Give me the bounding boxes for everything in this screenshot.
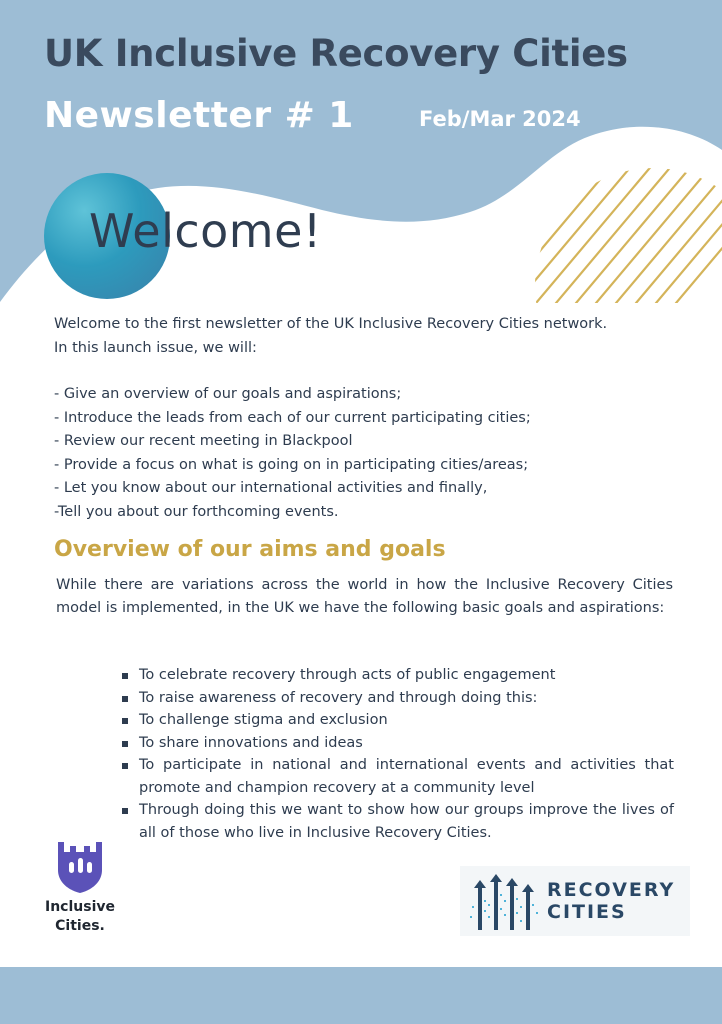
city-skyline-icon (464, 870, 544, 932)
bullet-square-icon (122, 808, 128, 814)
intro-list (54, 383, 684, 524)
goal-item (122, 754, 674, 799)
overview-body: While there are variations across the world in how the Inclusive Recovery Cities model is implemented, in the UK we have the following basic goals and aspirations: (56, 577, 673, 616)
shield-icon (54, 840, 106, 894)
intro-line: In this launch issue, we will: (54, 339, 257, 356)
intro-section (54, 313, 684, 524)
bullet-square-icon (122, 718, 128, 724)
logo-text-line: CITIES (547, 901, 627, 923)
bullet-square-icon (122, 696, 128, 702)
intro-line: Welcome to the first newsletter of the UK Inclusive Recovery Cities network. (54, 316, 608, 332)
bullet-square-icon (122, 741, 128, 747)
logo-text-line: Cities. (55, 918, 105, 934)
recovery-cities-logo (460, 866, 690, 936)
issue-number: Newsletter # 1 (44, 95, 354, 136)
welcome-heading: Welcome! (89, 204, 322, 258)
intro-list-item: - Introduce the leads from each of our current participating cities; (54, 409, 531, 426)
logo-text-line: RECOVERY (547, 879, 676, 901)
intro-list-item: -Tell you about our forthcoming events. (54, 503, 339, 520)
goal-item (122, 732, 674, 755)
issue-date: Feb/Mar 2024 (419, 107, 581, 131)
bullet-square-icon (122, 673, 128, 679)
goal-item (122, 664, 674, 687)
goal-item (122, 687, 674, 710)
goal-text: To share innovations and ideas (139, 734, 363, 751)
goal-text: To challenge stigma and exclusion (139, 712, 388, 728)
goal-text: To participate in national and international events and activities that promote and champion recovery at a community level (139, 757, 674, 796)
goal-item (122, 799, 674, 844)
footer-band (0, 967, 722, 1024)
intro-list-item: - Let you know about our international activities and finally, (54, 480, 488, 496)
inclusive-cities-logo (40, 840, 120, 940)
intro-list-item: - Give an overview of our goals and aspirations; (54, 386, 402, 402)
goal-item (122, 709, 674, 732)
logo-text-line: Inclusive (45, 899, 115, 915)
overview-heading: Overview of our aims and goals (54, 537, 446, 562)
bullet-square-icon (122, 763, 128, 769)
decorative-stripes (495, 148, 722, 303)
goals-list (122, 664, 674, 844)
recovery-cities-logo-text (547, 879, 675, 923)
goal-text: To celebrate recovery through acts of public engagement (139, 667, 556, 683)
inclusive-cities-logo-text (40, 898, 120, 936)
goal-text: To raise awareness of recovery and through doing this: (139, 689, 538, 706)
newsletter-title: UK Inclusive Recovery Cities (44, 32, 628, 75)
goal-text: Through doing this we want to show how our groups improve the lives of all of those who live in Inclusive Recovery Cities. (139, 802, 674, 841)
intro-list-item: - Provide a focus on what is going on in participating cities/areas; (54, 456, 529, 473)
intro-list-item: - Review our recent meeting in Blackpool (54, 433, 353, 449)
